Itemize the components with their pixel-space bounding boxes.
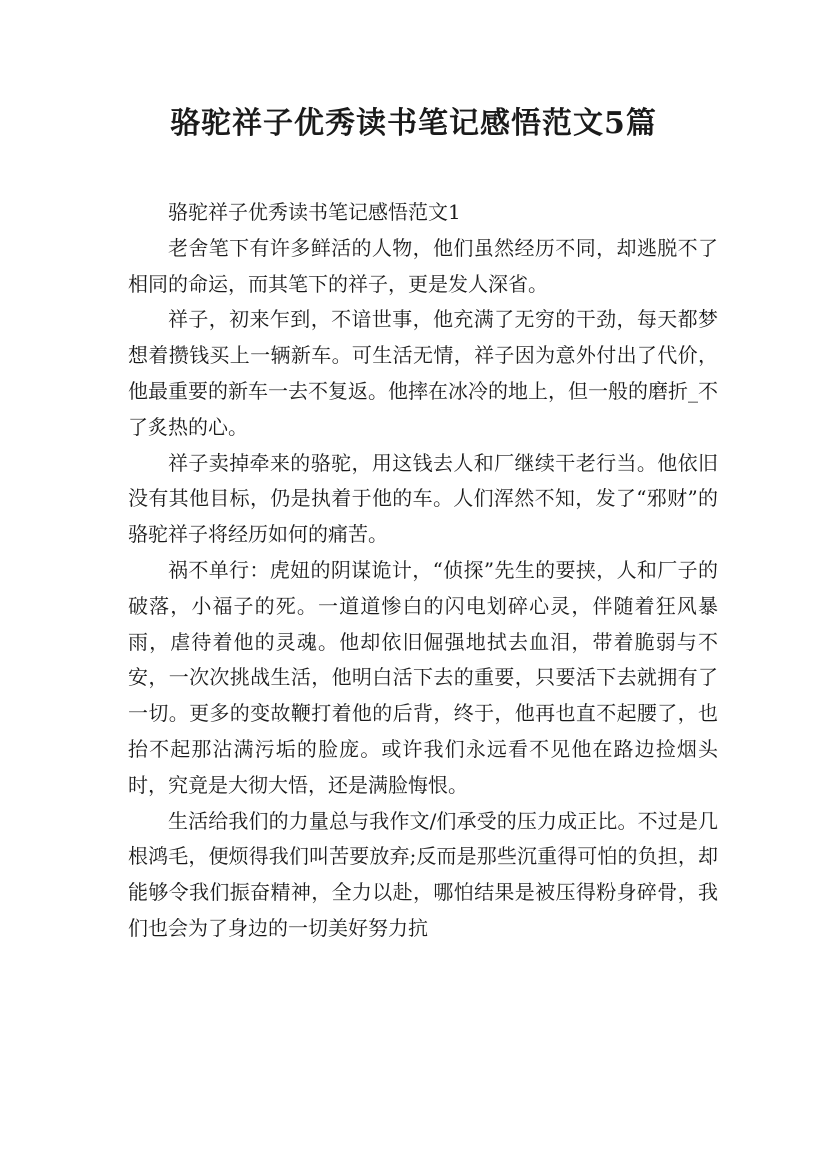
paragraph: 祥子，初来乍到，不谙世事，他充满了无穷的干劲，每天都梦想着攒钱买上一辆新车。可生活无情，祥子因为意外付出了代价，他最重要的新车一去不复返。他摔在冰冷的地上，但一般的磨折_不了炙热的心。	[128, 307, 718, 439]
paragraph: 老舍笔下有许多鲜活的人物，他们虽然经历不同，却逃脱不了相同的命运，而其笔下的祥子，更是发人深省。	[128, 235, 718, 296]
document-body	[128, 195, 718, 947]
paragraph: 祥子卖掉牵来的骆驼，用这钱去人和厂继续干老行当。他依旧没有其他目标，仍是执着于他的车。人们浑然不知，发了“邪财”的骆驼祥子将经历如何的痛苦。	[128, 450, 718, 547]
document-title: 骆驼祥子优秀读书笔记感悟范文5篇	[170, 106, 657, 141]
paragraph: 祸不单行：虎妞的阴谋诡计，“侦探”先生的要挟，人和厂子的破落，小福子的死。一道道惨白的闪电划碎心灵，伴随着狂风暴雨，虐待着他的灵魂。他却依旧倔强地拭去血泪，带着脆弱与不安，一次次挑战生活，他明白活下去的重要，只要活下去就拥有了一切。更多的变故鞭打着他的后背，终于，他再也直不起腰了，也抬不起那沾满污垢的脸庞。或许我们永远看不见他在路边捡烟头时，究竟是大彻大悟，还是满脸悔恨。	[128, 557, 718, 797]
section-heading: 骆驼祥子优秀读书笔记感悟范文1	[168, 200, 461, 224]
paragraph: 生活给我们的力量总与我作文/们承受的压力成正比。不过是几根鸿毛，便烦得我们叫苦要放弃;反而是那些沉重得可怕的负担，却能够令我们振奋精神，全力以赴，哪怕结果是被压得粉身碎骨，我们也会为了身边的一切美好努力抗	[128, 808, 718, 940]
